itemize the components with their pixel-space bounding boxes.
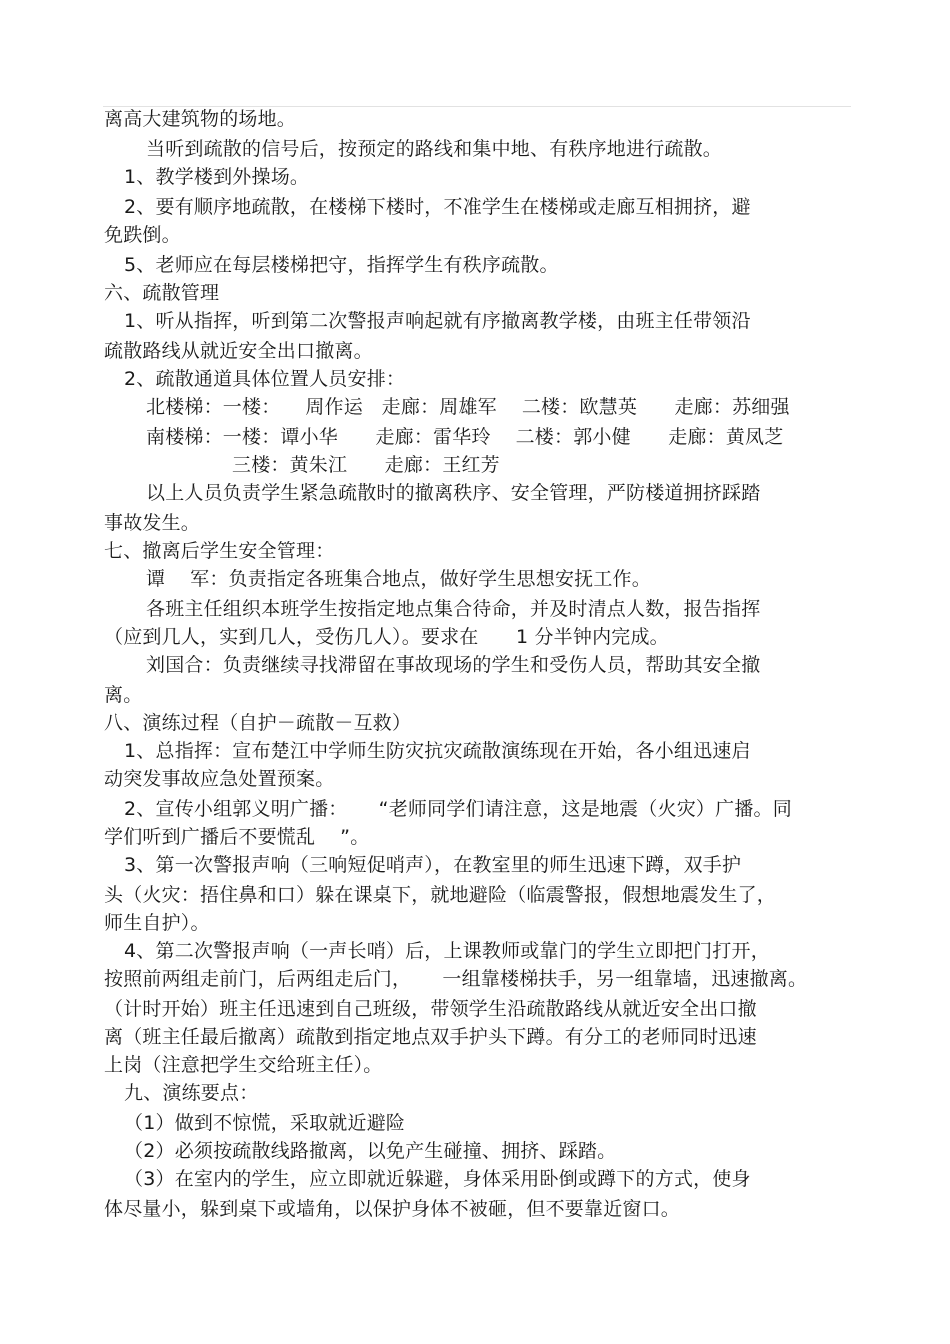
section-heading: 六、疏散管理 [104, 282, 220, 304]
text-line: 4、第二次警报声响（一声长哨）后，上课教师或靠门的学生立即把门打开， [124, 940, 770, 962]
text-line: 动突发事故应急处置预案。 [104, 768, 335, 790]
text-line: （计时开始）班主任迅速到自己班级，带领学生沿疏散路线从就近安全出口撤 [104, 998, 757, 1020]
text-line: 头（火灾：捂住鼻和口）躲在课桌下，就地避险（临震警报，假想地震发生了， [104, 884, 777, 906]
text-line: 学们听到广播后不要慌乱 ”。 [104, 826, 370, 848]
text-line: （2）必须按疏散线路撤离，以免产生碰撞、拥挤、踩踏。 [124, 1140, 617, 1162]
text-line: 按照前两组走前门，后两组走后门， 一组靠楼梯扶手，另一组靠墙，迅速撤离。 [104, 968, 808, 990]
text-line: 各班主任组织本班学生按指定地点集合待命，并及时清点人数，报告指挥 [146, 598, 761, 620]
text-line: 体尽量小，躲到桌下或墙角，以保护身体不被砸，但不要靠近窗口。 [104, 1198, 681, 1220]
text-line: 2、宣传小组郭义明广播： “老师同学们请注意，这是地震（火灾）广播。同 [124, 798, 792, 820]
text-line: 以上人员负责学生紧急疏散时的撤离秩序、安全管理，严防楼道拥挤踩踏 [146, 482, 761, 504]
text-line: 刘国合：负责继续寻找滞留在事故现场的学生和受伤人员，帮助其安全撤 [146, 654, 761, 676]
stair-assignment-south: 南楼梯：一楼：谭小华 走廊：雷华玲 二楼：郭小健 走廊：黄凤芝 [146, 426, 784, 448]
text-line: 谭 军：负责指定各班集合地点，做好学生思想安抚工作。 [146, 568, 651, 590]
text-line: 师生自护）。 [104, 912, 210, 934]
text-line: 3、第一次警报声响（三响短促哨声），在教室里的师生迅速下蹲，双手护 [124, 854, 742, 876]
stair-assignment-north: 北楼梯：一楼： 周作运 走廊：周雄军 二楼：欧慧英 走廊：苏细强 [146, 396, 790, 418]
text-line: 离高大建筑物的场地。 [104, 108, 297, 130]
text-line: 当听到疏散的信号后，按预定的路线和集中地、有秩序地进行疏散。 [146, 138, 723, 160]
section-heading: 七、撤离后学生安全管理： [104, 540, 335, 562]
text-line: （1）做到不惊慌，采取就近避险 [124, 1112, 406, 1134]
section-heading: 八、演练过程（自护－疏散－互救） [104, 712, 412, 734]
text-line: 上岗（注意把学生交给班主任）。 [104, 1054, 383, 1076]
text-line: 1、教学楼到外操场。 [124, 166, 310, 188]
text-line: （3）在室内的学生，应立即就近躲避，身体采用卧倒或蹲下的方式，使身 [124, 1168, 751, 1190]
text-line: 离（班主任最后撤离）疏散到指定地点双手护头下蹲。有分工的老师同时迅速 [104, 1026, 757, 1048]
text-line: 2、要有顺序地疏散，在楼梯下楼时，不准学生在楼梯或走廊互相拥挤，避 [124, 196, 751, 218]
text-line: 疏散路线从就近安全出口撤离。 [104, 340, 373, 362]
text-line: 2、疏散通道具体位置人员安排： [124, 368, 406, 390]
section-heading: 九、演练要点： [124, 1082, 259, 1104]
text-line: 1、总指挥：宣布楚江中学师生防灾抗灾疏散演练现在开始，各小组迅速启 [124, 740, 751, 762]
text-line: 5、老师应在每层楼梯把守，指挥学生有秩序疏散。 [124, 254, 559, 276]
text-line: 免跌倒。 [104, 224, 181, 246]
text-line: （应到几人，实到几人，受伤几人）。要求在 1 分半钟内完成。 [104, 626, 669, 648]
text-line: 1、听从指挥，听到第二次警报声响起就有序撤离教学楼，由班主任带领沿 [124, 310, 751, 332]
text-line: 离。 [104, 684, 143, 706]
stair-assignment-third-floor: 三楼：黄朱江 走廊：王红芳 [232, 454, 500, 476]
text-line: 事故发生。 [104, 512, 201, 534]
